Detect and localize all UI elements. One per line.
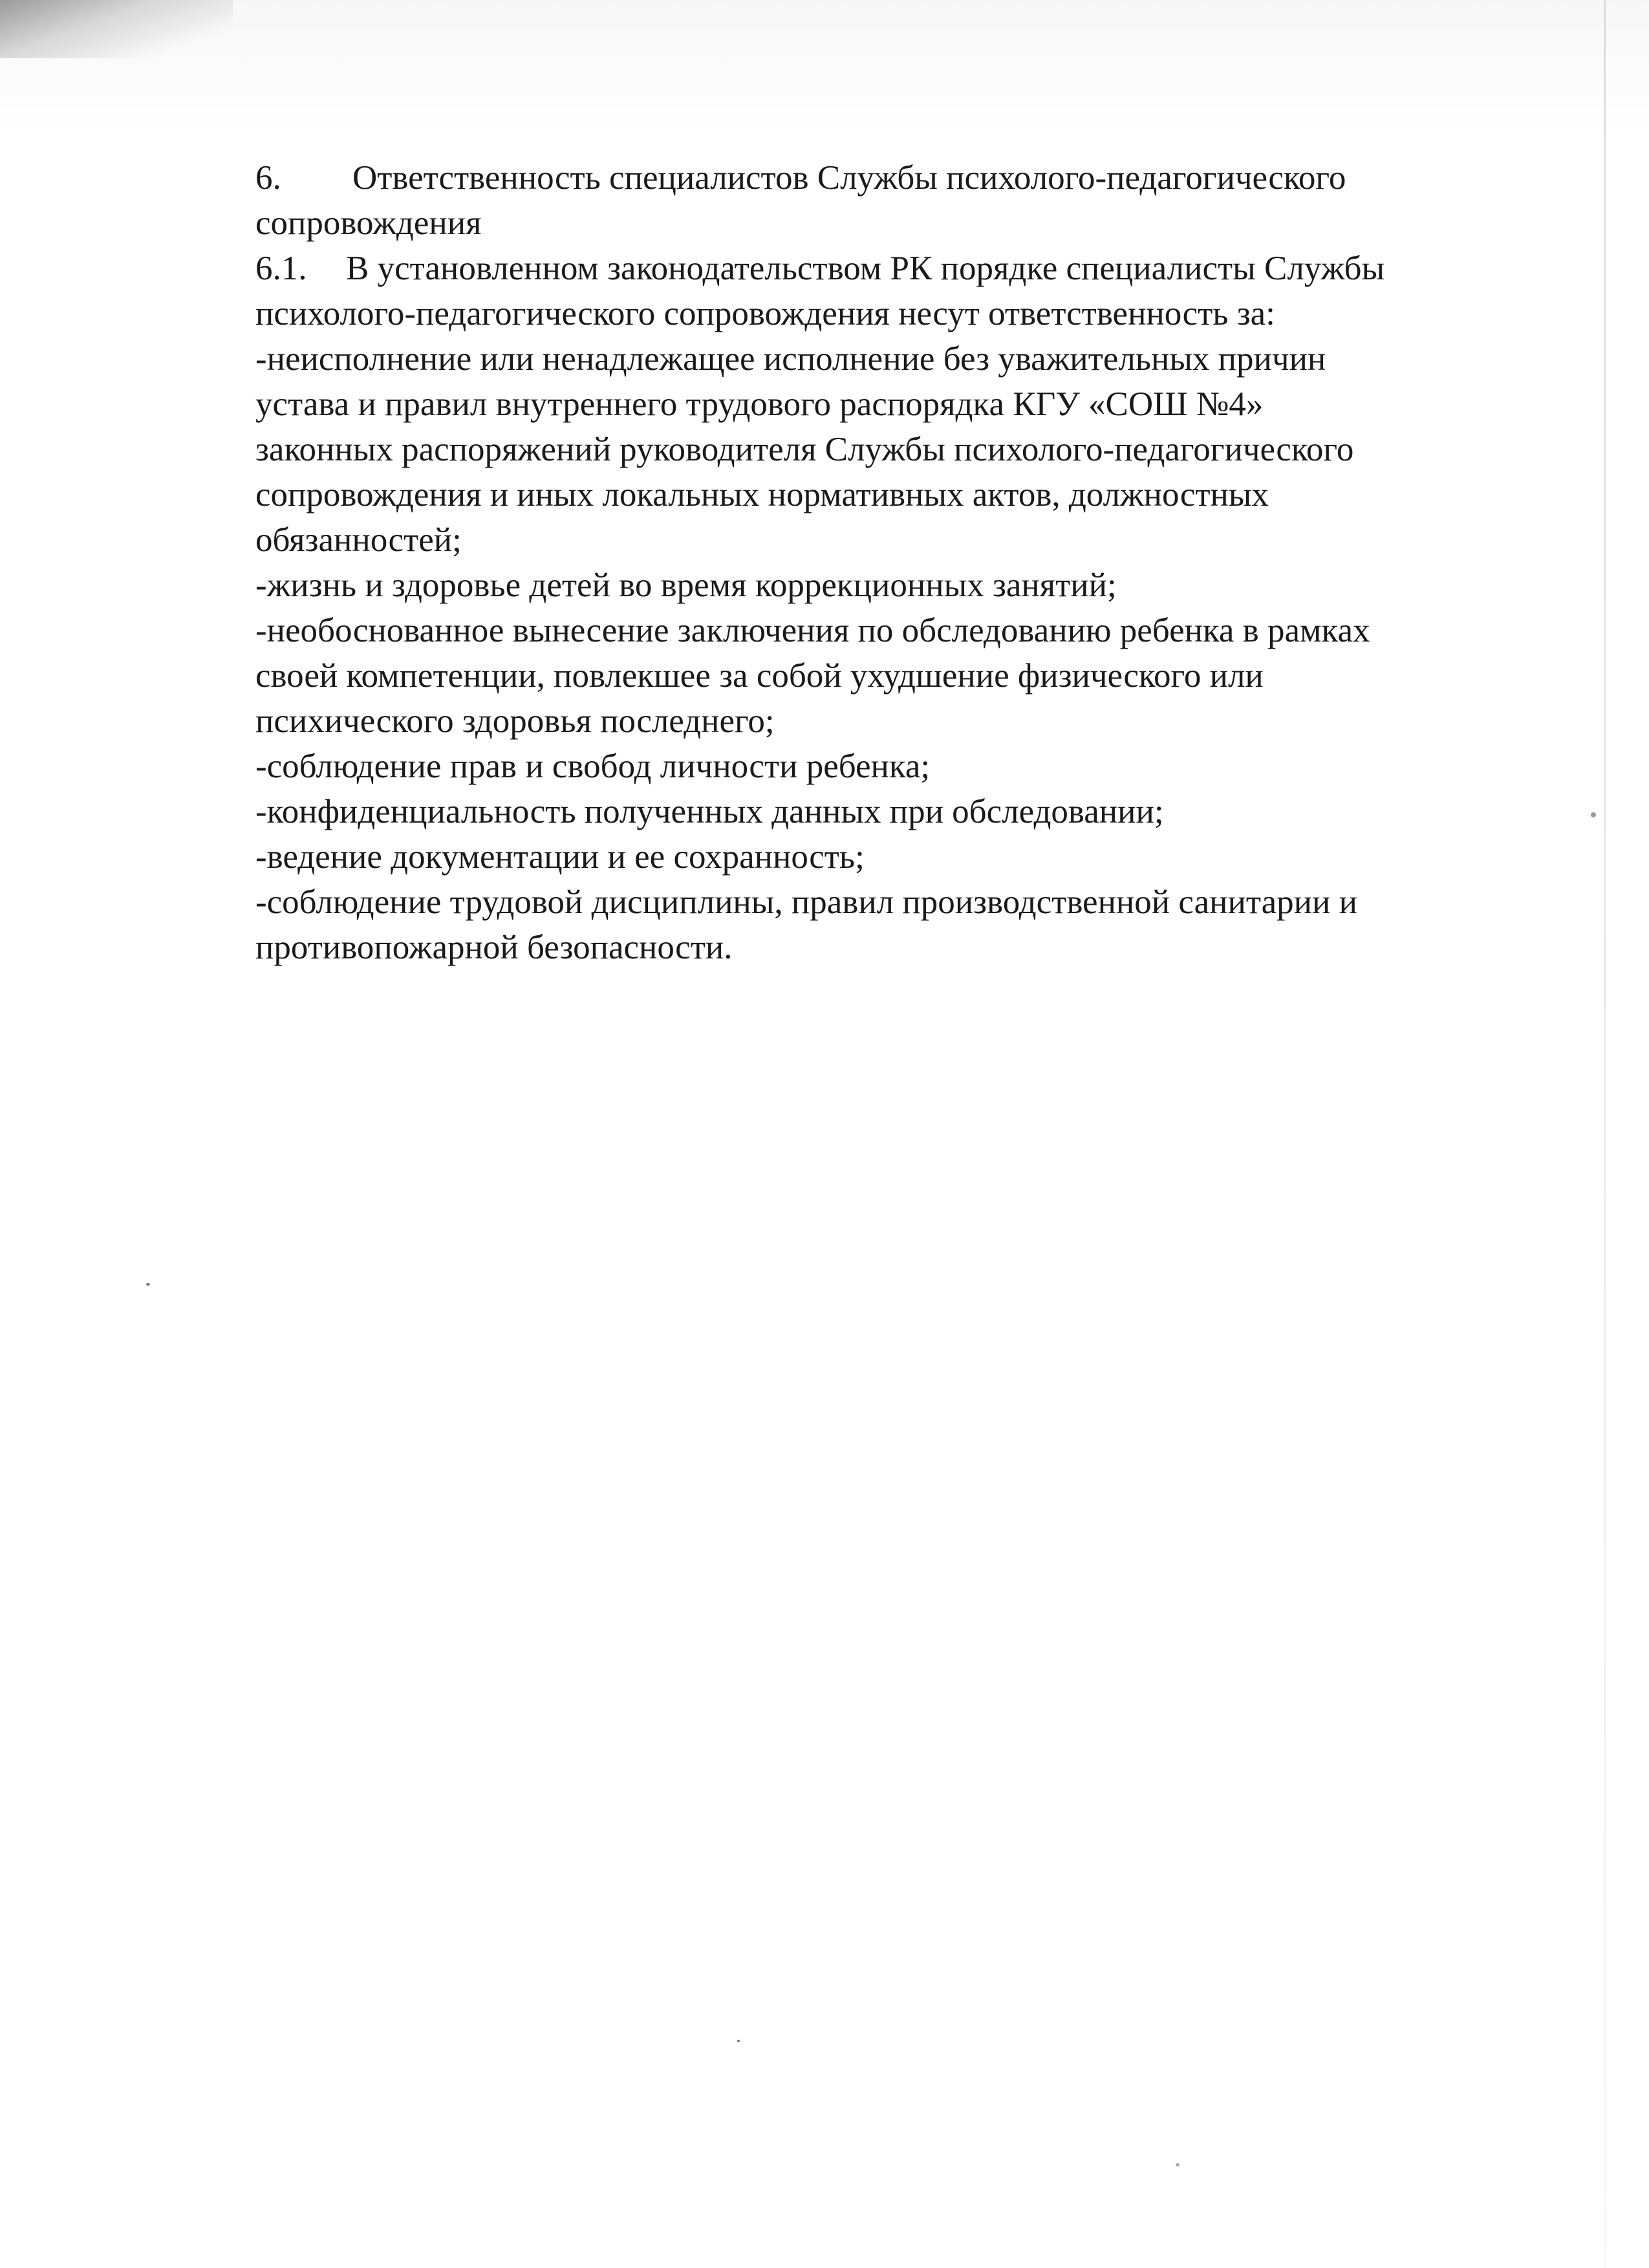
text-line: -соблюдение трудовой дисциплины, правил производственной санитарии и (255, 883, 1357, 921)
text-line: законных распоряжений руководителя Службы психолого-педагогического (255, 431, 1354, 468)
section-heading-line1 (255, 155, 1549, 200)
text-line: сопровождения и иных локальных нормативных актов, должностных (255, 476, 1269, 513)
text-line: -необоснованное вынесение заключения по обследованию ребенка в рамках (255, 612, 1370, 649)
section-title-line2: сопровождения (255, 204, 482, 242)
scan-edge-line (1604, 0, 1606, 2268)
document-body (255, 155, 1549, 970)
scan-speck (737, 2040, 740, 2042)
text-line: устава и правил внутреннего трудового распорядка КГУ «СОШ №4» (255, 385, 1264, 423)
text-line: -конфиденциальность полученных данных при обследовании; (255, 793, 1164, 830)
text-line: -соблюдение прав и свобод личности ребенка; (255, 748, 931, 785)
section-title-line1: Ответственность специалистов Службы психолого-педагогического (352, 159, 1346, 197)
text-line: психического здоровья последнего; (255, 702, 775, 740)
clause-line2: психолого-педагогического сопровождения несут ответственность за: (255, 295, 1275, 332)
scan-corner-shadow (0, 0, 233, 58)
scan-speck (1591, 812, 1596, 817)
scan-speck (146, 1283, 150, 1286)
text-line: -жизнь и здоровье детей во время коррекционных занятий; (255, 567, 1117, 604)
clause-heading-line1 (255, 246, 1549, 291)
text-line: -неисполнение или ненадлежащее исполнение без уважительных причин (255, 340, 1326, 378)
text-line: своей компетенции, повлекшее за собой ухудшение физического или (255, 657, 1264, 695)
clause-number: 6.1. (255, 250, 307, 287)
text-line: противопожарной безопасности. (255, 929, 733, 966)
clause-line1: В установленном законодательством РК порядке специалисты Службы (346, 250, 1385, 287)
text-line: обязанностей; (255, 521, 462, 559)
scan-speck (1176, 2163, 1180, 2166)
section-number: 6. (255, 159, 281, 197)
text-line: -ведение документации и ее сохранность; (255, 838, 865, 876)
